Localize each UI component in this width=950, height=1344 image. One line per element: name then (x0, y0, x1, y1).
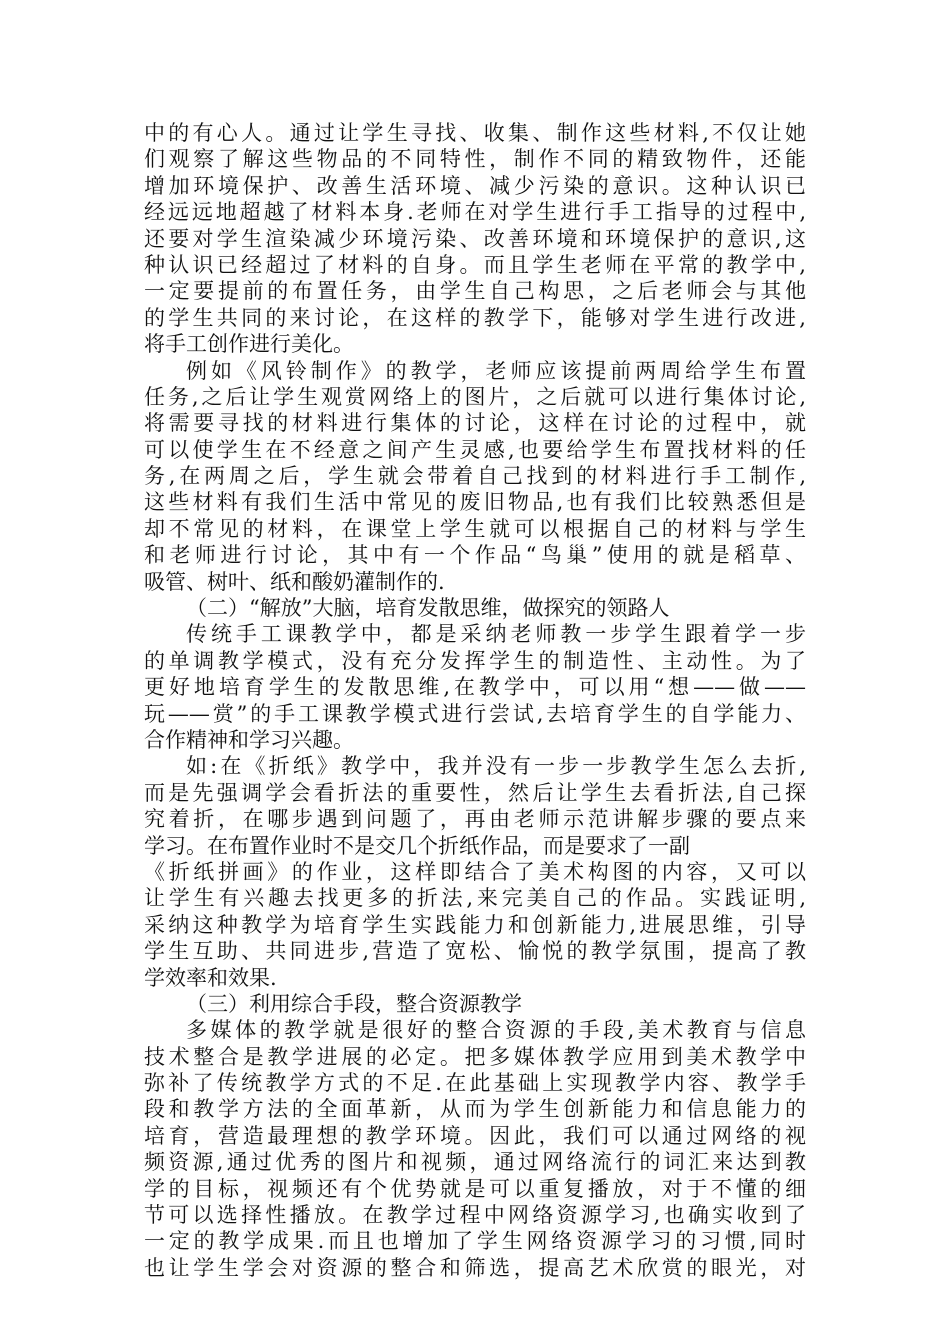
text-line: （三）利用综合手段，整合资源教学 (186, 991, 522, 1016)
text-line: 更好地培育学生的发散思维,在教学中，可以用“想——做—— (144, 675, 806, 700)
text-line: 节可以选择性播放。在教学过程中网络资源学习,也确实收到了 (144, 1203, 806, 1228)
text-line: 段和教学方法的全面革新，从而为学生创新能力和信息能力的 (144, 1097, 806, 1122)
text-line: 频资源,通过优秀的图片和视频，通过网络流行的词汇来达到教 (144, 1150, 806, 1175)
text-line: 玩——赏”的手工课教学模式进行尝试,去培育学生的自学能力、 (144, 701, 806, 726)
text-line: 采纳这种教学为培育学生实践能力和创新能力,进展思维，引导 (144, 912, 806, 937)
text-line: 还要对学生渲染减少环境污染、改善环境和环境保护的意识,这 (144, 226, 806, 251)
text-line: 如:在《折纸》教学中，我并没有一步一步教学生怎么去折, (186, 754, 806, 779)
text-line: 培育，营造最理想的教学环境。因此，我们可以通过网络的视 (144, 1123, 806, 1148)
text-line: 和老师进行讨论，其中有一个作品“鸟巢”使用的就是稻草、 (144, 543, 806, 568)
text-line: 让学生有兴趣去找更多的折法,来完美自己的作品。实践证明, (144, 886, 806, 911)
text-line: 将需要寻找的材料进行集体的讨论，这样在讨论的过程中，就 (144, 411, 806, 436)
text-line: 技术整合是教学进展的必定。把多媒体教学应用到美术教学中 (144, 1044, 806, 1069)
text-line: 例如《风铃制作》的教学，老师应该提前两周给学生布置 (186, 358, 806, 383)
text-line: 合作精神和学习兴趣。 (144, 727, 354, 752)
text-line: 却不常见的材料，在课堂上学生就可以根据自己的材料与学生 (144, 516, 806, 541)
text-line: 可以使学生在不经意之间产生灵感,也要给学生布置找材料的任 (144, 437, 806, 462)
text-line: 也让学生学会对资源的整合和筛选，提高艺术欣赏的眼光，对 (144, 1255, 806, 1280)
text-line: 而是先强调学会看折法的重要性，然后让学生去看折法,自己探 (144, 780, 806, 805)
text-line: 增加环境保护、改善生活环境、减少污染的意识。这种认识已 (144, 173, 806, 198)
text-line: 一定要提前的布置任务，由学生自己构思，之后老师会与其他 (144, 279, 806, 304)
document-page (144, 120, 806, 1281)
text-line: 经远远地超越了材料本身.老师在对学生进行手工指导的过程中, (144, 200, 806, 225)
text-line: 弥补了传统教学方式的不足.在此基础上实现教学内容、教学手 (144, 1071, 806, 1096)
text-line: 《折纸拼画》的作业，这样即结合了美术构图的内容，又可以 (144, 859, 806, 884)
text-line: 中的有心人。通过让学生寻找、收集、制作这些材料,不仅让她 (144, 121, 806, 145)
text-line: 传统手工课教学中，都是采纳老师教一步学生跟着学一步 (186, 622, 806, 647)
text-line: 一定的教学成果.而且也增加了学生网络资源学习的习惯,同时 (144, 1229, 806, 1254)
text-line: 学习。在布置作业时不是交几个折纸作品，而是要求了一副 (144, 833, 690, 858)
text-line: 的学生共同的来讨论，在这样的教学下，能够对学生进行改进, (144, 305, 806, 330)
text-line: 务,在两周之后，学生就会带着自己找到的材料进行手工制作, (144, 464, 806, 489)
text-line: 究着折，在哪步遇到问题了，再由老师示范讲解步骤的要点来 (144, 807, 806, 832)
text-line: 种认识已经超过了材料的自身。而且学生老师在平常的教学中, (144, 252, 806, 277)
text-line: （二）“解放”大脑，培育发散思维，做探究的领路人 (186, 596, 670, 621)
text-line: 学效率和效果. (144, 965, 277, 990)
text-line: 任务,之后让学生观赏网络上的图片，之后就可以进行集体讨论, (144, 384, 806, 409)
text-line: 多媒体的教学就是很好的整合资源的手段,美术教育与信息 (186, 1018, 806, 1043)
text-line: 这些材料有我们生活中常见的废旧物品,也有我们比较熟悉但是 (144, 490, 806, 515)
text-line: 吸管、树叶、纸和酸奶灌制作的. (144, 569, 445, 594)
text-line: 的单调教学模式，没有充分发挥学生的制造性、主动性。为了 (144, 648, 806, 673)
text-line: 将手工创作进行美化。 (144, 332, 354, 357)
text-line: 学生互助、共同进步,营造了宽松、愉悦的教学氛围，提高了教 (144, 939, 806, 964)
text-line: 学的目标，视频还有个优势就是可以重复播放，对于不懂的细 (144, 1176, 806, 1201)
text-line: 们观察了解这些物品的不同特性，制作不同的精致物件，还能 (144, 147, 806, 172)
